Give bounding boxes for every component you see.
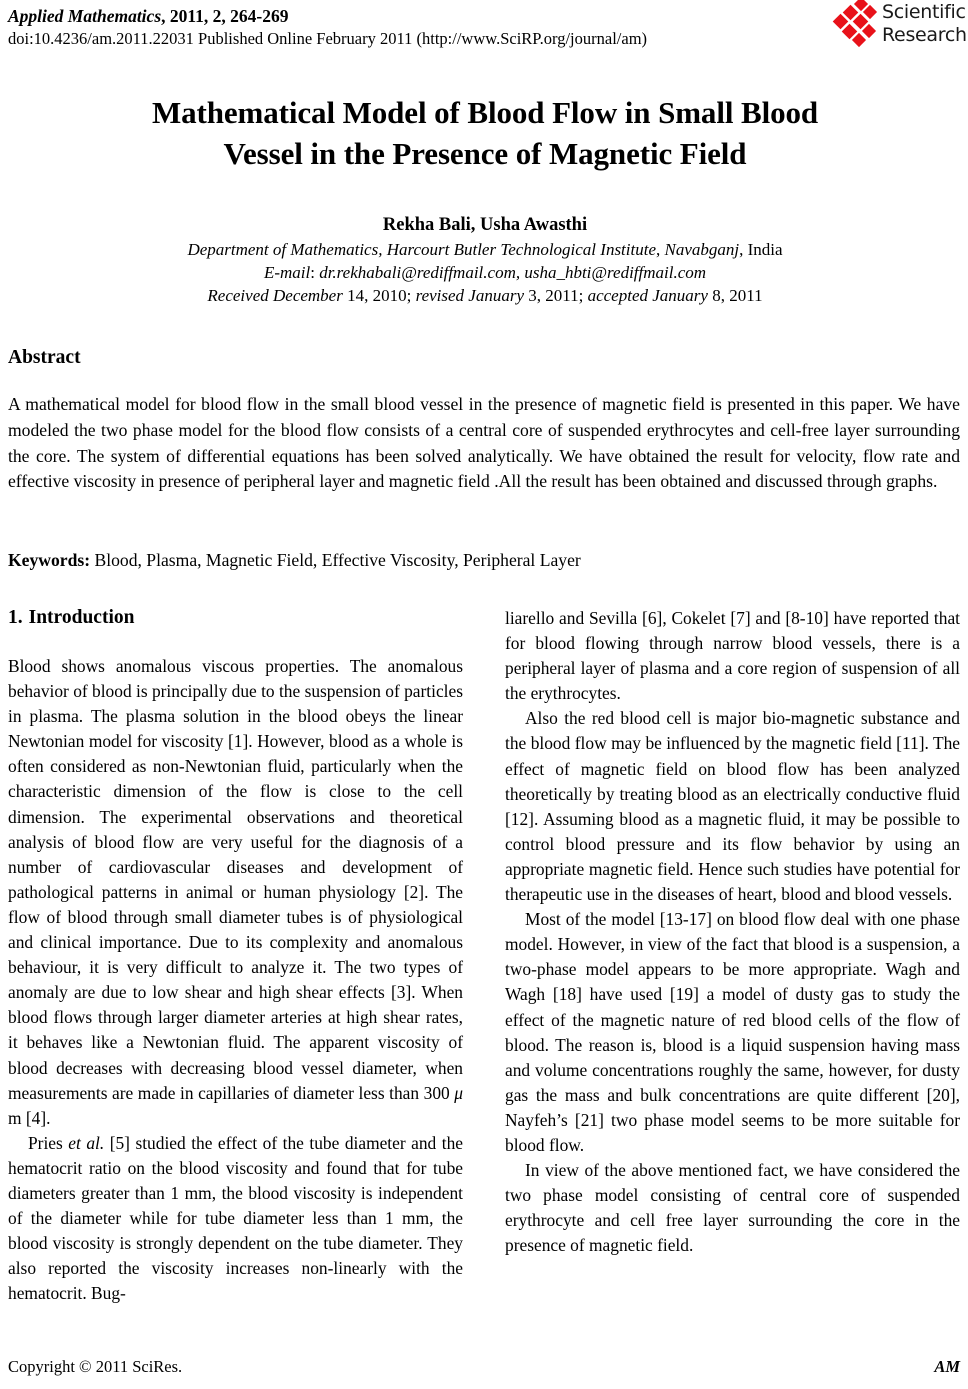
column-right (505, 606, 960, 1321)
keywords-line (8, 548, 960, 573)
affiliation-city: Navabganj (664, 240, 740, 259)
keywords-label: Keywords: (8, 550, 91, 570)
section-title: Introduction (28, 607, 135, 628)
received-label: Received December (207, 286, 343, 305)
paragraph-right-4: In view of the above mentioned fact, we have considered the two phase model consisting of central core of suspended erythrocyte and cell free layer surrounding the core in the presence of magnetic field. (505, 1160, 960, 1256)
author-block (60, 212, 910, 307)
paper-title-line2: Vessel in the Presence of Magnetic Field (223, 136, 747, 171)
affiliation-institute: Department of Mathematics, Harcourt Butler Technological Institute (187, 240, 656, 259)
paragraph-intro-2-lead: Pries (28, 1132, 69, 1153)
author-affiliation (60, 238, 910, 261)
page-footer (8, 1357, 960, 1377)
publisher-logo (830, 2, 966, 52)
keywords-value: Blood, Plasma, Magnetic Field, Effective Viscosity, Peripheral Layer (90, 550, 581, 570)
journal-citation-line (8, 6, 828, 27)
author-names: Rekha Bali, Usha Awasthi (382, 215, 588, 235)
et-al-italic: et al. (68, 1132, 105, 1153)
paragraph-intro-1-text: Blood shows anomalous viscous properties. The anomalous behavior of blood is principally due to the suspension of particles in plasma. The plasma solution in the blood obeys the linear Newtonian model for viscosity [1]. However, blood as a whole is often considered as non-Newtonian fluid, particularly when the characteristic dimension of the flow is close to the cell dimension. The experimental observations and theoretical analysis of blood flow are very useful for the diagnosis of a number of cardiovascular diseases and development of pathological patterns in animal or human physiology [2]. The flow of blood through small diameter tubes is of physiological and clinical importance. Due to its complexity and anomalous behaviour, it is very difficult to analyze it. The two types of anomaly are due to low shear and high shear effects [3]. When blood flows through larger diameter arteries at high shear rates, it behaves like a Newtonian fluid. The apparent viscosity of blood decreases with decreasing blood vessel diameter, when measurements are made in capillaries of diameter less than 300 (8, 656, 463, 1103)
paragraph-right-1: liarello and Sevilla [6], Cokelet [7] and [8-10] have reported that for blood flowing through narrow blood vessels, there is a peripheral layer of plasma and a core region of suspension of all the erythrocytes. (505, 608, 960, 704)
doi-line: doi:10.4236/am.2011.22031 Published Online February 2011 (http://www.SciRP.org/journal/am) (8, 29, 648, 48)
running-head (8, 6, 828, 49)
affiliation-country: , India (739, 240, 783, 259)
journal-citation: , 2011, 2, 264-269 (161, 6, 289, 26)
paragraph-intro-1 (8, 654, 463, 1131)
paragraph-intro-2 (8, 1131, 463, 1307)
logo-text-line1: Scientific (882, 1, 966, 23)
section-number: 1. (8, 607, 23, 628)
revised-label: revised January (415, 286, 524, 305)
column-left (8, 606, 463, 1321)
author-email-line (60, 261, 910, 284)
paper-title (60, 92, 910, 174)
submission-dates (60, 284, 910, 307)
paragraph-right-2: Also the red blood cell is major bio-magnetic substance and the blood flow may be influenced by the magnetic field [11]. The effect of magnetic field on blood flow has been analyzed theoretically by treating blood as an electrically conductive fluid [12]. Assuming blood as a magnetic fluid, it may be possible to control blood pressure and its flow behavior by using an appropriate magnetic field. Hence such studies have potential for therapeutic use in the diseases of heart, blood and blood vessels. (505, 708, 960, 905)
logo-wordmark (882, 1, 967, 47)
journal-abbreviation: AM (934, 1357, 960, 1376)
logo-text-line2: Research (882, 24, 967, 46)
email-label: E-mail (263, 263, 311, 282)
section-heading-introduction (8, 606, 463, 630)
paper-title-line1: Mathematical Model of Blood Flow in Small Blood (151, 95, 819, 130)
body-columns (8, 606, 960, 1321)
accepted-label: accepted January (587, 286, 708, 305)
copyright-notice: Copyright © 2011 SciRes. (8, 1357, 183, 1376)
affiliation-sep1: , (656, 240, 665, 259)
received-date: 14, 2010; (342, 286, 416, 305)
scientific-research-diamonds-icon (834, 6, 880, 48)
revised-date: 3, 2011; (524, 286, 588, 305)
paragraph-intro-1-tail: m [4]. (8, 1107, 51, 1128)
mu-symbol: μ (454, 1082, 463, 1103)
paragraph-right-3: Most of the model [13-17] on blood flow deal with one phase model. However, in view of the fact that blood is a suspension, a two-phase model appears to be more appropriate. Wagh and Wagh [18] have used [19] a model of dusty gas to study the effect of the magnetic nature of red blood cells of the flow of blood. The reason is, blood is a liquid suspension having mass and volume concentrations roughly the same, however, for dusty gas the mass and bulk concentrations are quite different [20], Nayfeh’s [21] two phase model seems to be more suitable for blood flow. (505, 909, 960, 1155)
journal-name: Applied Mathematics (8, 6, 162, 26)
abstract-heading: Abstract (8, 347, 81, 368)
accepted-date: 8, 2011 (707, 286, 763, 305)
paragraph-intro-2-rest: [5] studied the effect of the tube diameter and the hematocrit ratio on the blood viscosity and found that for tube diameters greater than 1 mm, the blood viscosity is independent of the diameter while for tube diameter less than 1 mm, the blood viscosity is strongly dependent on the tube diameter. They also reported the viscosity increases non-linearly with the hematocrit. Bug- (8, 1132, 463, 1304)
email-addresses[interactable]: dr.rekhabali@rediffmail.com, usha_hbti@rediffmail.com (319, 263, 707, 282)
email-separator: : (310, 263, 320, 282)
abstract-body: A mathematical model for blood flow in the small blood vessel in the presence of magnetic field is presented in this paper. We have modeled the two phase model for the blood flow consists of a central core of suspended erythrocytes and cell-free layer surrounding the core. The system of differential equations has been solved analytically. We have obtained the result for velocity, flow rate and effective viscosity in presence of peripheral layer and magnetic field .All the result has been obtained and discussed through graphs. (8, 394, 960, 492)
